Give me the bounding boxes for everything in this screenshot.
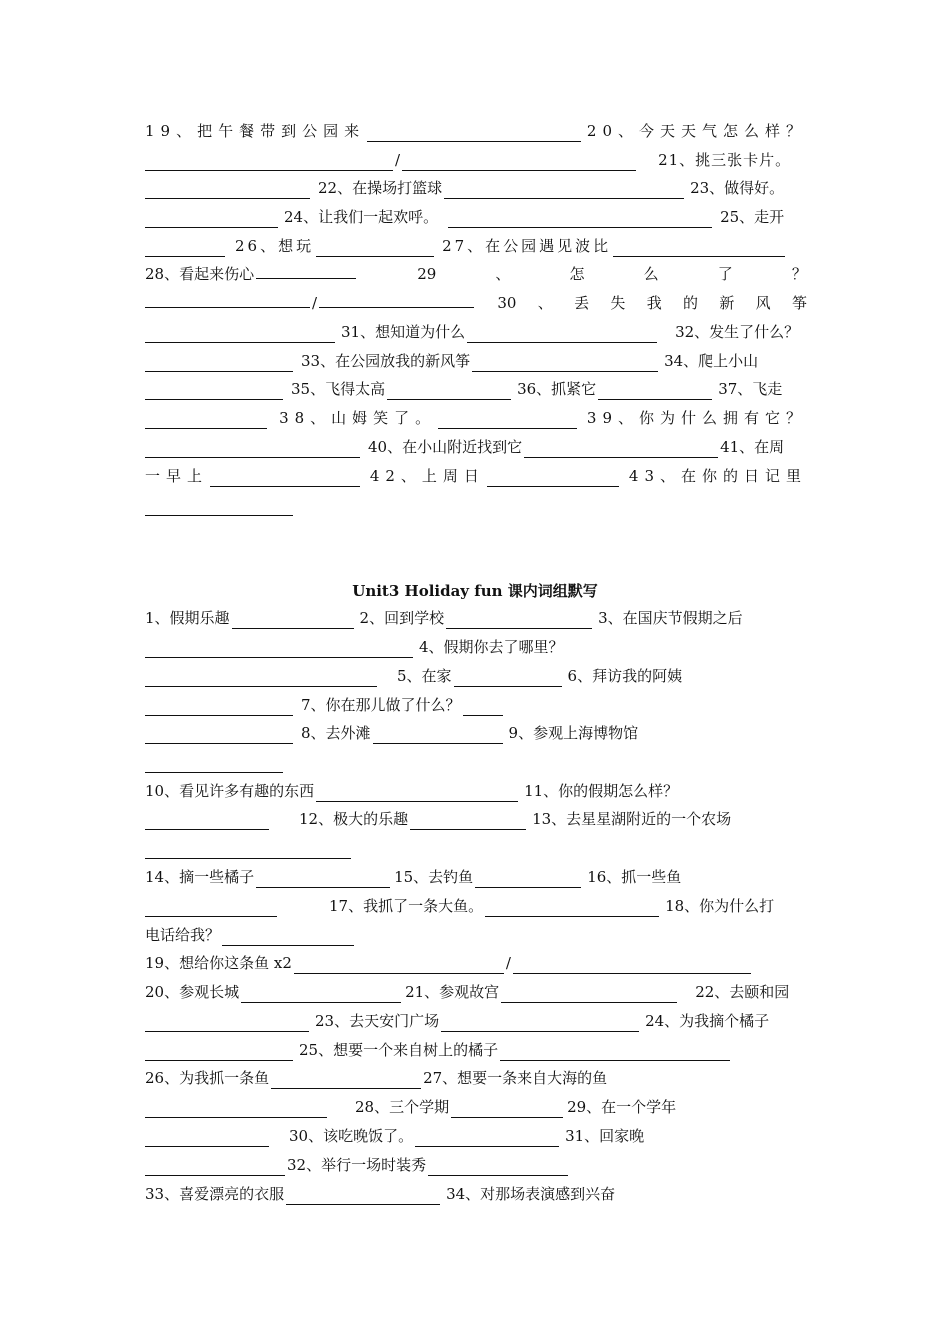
q30-number: 30 [497,294,517,312]
answer-blank [256,262,356,279]
slash: / [505,954,511,972]
q28-label: 28、看起来伤心 [145,265,255,283]
q23-label: 23、去天安门广场 [315,1012,440,1030]
q29-char: 么 [643,265,659,283]
line-34 [145,1154,807,1176]
answer-blank [210,470,360,487]
q31-label: 31、想知道为什么 [341,323,466,341]
answer-blank [316,785,518,802]
answer-blank [501,986,677,1003]
q30-char: 风 [755,294,771,312]
q28-group [145,262,358,285]
q29-char: 了 [717,265,733,283]
answer-blank [145,355,293,372]
line-17 [145,665,807,687]
q9-label: 9、参观上海博物馆 [508,724,639,742]
line-25 [145,895,807,917]
q14-label: 14、摘一些橘子 [145,868,255,886]
answer-blank [241,986,401,1003]
q2-label: 2、回到学校 [359,609,445,627]
q35-label: 35、飞得太高 [291,380,386,398]
line-30 [145,1039,807,1061]
answer-blank [286,1188,440,1205]
q31-label: 31、回家晚 [565,1127,645,1145]
line-12 [145,436,807,458]
q4-label: 4、假期你去了哪里？ [419,638,564,656]
answer-blank [319,291,474,308]
q36-label: 36、抓紧它 [517,380,597,398]
line-19 [145,722,807,744]
q19-label: 19、把午餐带到公园来 [145,122,366,140]
answer-blank [415,1130,559,1147]
answer-blank [145,842,351,859]
line-3 [145,177,807,199]
q42-label: 42、上周日 [369,467,485,485]
q29-char: ？ [791,265,807,283]
answer-blank [145,813,269,830]
line-31 [145,1067,807,1089]
answer-blank [513,957,751,974]
answer-blank [145,441,360,458]
q38-label: 38、山姆笑了。 [279,409,437,427]
answer-blank [145,326,335,343]
q24-label: 24、为我摘个橘子 [645,1012,770,1030]
q34-label: 34、爬上小山 [664,352,759,370]
q43-label: 43、在你的日记里 [628,467,807,485]
answer-blank [145,291,310,308]
answer-blank [444,182,684,199]
answer-blank [387,383,511,400]
line-20 [145,751,807,773]
answer-blank [367,125,581,142]
line-16 [145,636,807,658]
q13-label: 13、去星星湖附近的一个农场 [532,810,732,828]
line-35 [145,1183,807,1205]
q30-char: 我 [646,294,662,312]
q15-label: 15、去钓鱼 [394,868,474,886]
slash: / [395,151,401,169]
section-title: Unit3 Holiday fun 课内词组默写 [352,582,598,600]
answer-blank [145,499,293,516]
line-14 [145,494,807,516]
q17-label: 17、我抓了一条大鱼。 [329,897,484,915]
q1-label: 1、假期乐趣 [145,609,230,627]
answer-blank [145,240,225,257]
q11-label: 11、你的假期怎么样？ [524,782,679,800]
q30-char: 筝 [791,294,807,312]
answer-blank [373,727,503,744]
answer-blank [145,154,393,171]
q37-label: 37、飞走 [718,380,783,398]
q20-label: 20、参观长城 [145,983,240,1001]
answer-blank [145,699,293,716]
answer-blank [145,1101,327,1118]
q33-label: 33、喜爱漂亮的衣服 [145,1185,285,1203]
line-21 [145,780,807,802]
q30-label: 30、该吃晚饭了。 [289,1127,414,1145]
blank-group [145,291,476,314]
q22-label: 22、去颐和园 [695,983,790,1001]
q5-label: 5、在家 [397,667,452,685]
line-13 [145,465,807,487]
line-4 [145,206,807,228]
q6-label: 6、拜访我的阿姨 [567,667,683,685]
q29-char: 怎 [569,265,585,283]
answer-blank [446,612,592,629]
answer-blank [145,641,413,658]
q41a-label: 41、在周 [720,438,785,456]
answer-blank [145,1159,285,1176]
answer-blank [145,670,377,687]
answer-blank [232,612,354,629]
line-7 [145,292,807,314]
q29-label: 29、在一个学年 [567,1098,677,1116]
q32-label: 32、举行一场时装秀 [287,1156,427,1174]
answer-blank [402,154,636,171]
q18a-label: 18、你为什么打 [665,897,775,915]
line-28 [145,981,807,1003]
answer-blank [472,355,658,372]
answer-blank [145,182,310,199]
line-5 [145,235,807,257]
q22-label: 22、在操场打篮球 [318,179,443,197]
answer-blank [500,1044,730,1061]
answer-blank [145,1130,269,1147]
q30-char: 新 [719,294,735,312]
answer-blank [467,326,657,343]
answer-blank [613,240,785,257]
q30-separator: 、 [537,294,553,312]
line-26 [145,924,807,946]
q19-label: 19、想给你这条鱼 x2 [145,954,292,972]
q32-label: 32、发生了什么？ [675,323,800,341]
q27-label: 27、在公园遇见波比 [442,237,612,255]
line-33 [145,1125,807,1147]
answer-blank [485,900,659,917]
line-27 [145,952,807,974]
answer-blank [145,900,277,917]
answer-blank [524,441,718,458]
line-10 [145,378,807,400]
q30-char: 失 [610,294,626,312]
line-22 [145,808,807,830]
answer-blank [451,1101,563,1118]
answer-blank [316,240,434,257]
q34-label: 34、对那场表演感到兴奋 [446,1185,616,1203]
answer-blank [448,211,712,228]
q23-label: 23、做得好。 [690,179,785,197]
answer-blank [145,383,283,400]
q8-label: 8、去外滩 [301,724,371,742]
q20-label: 20、今天天气怎么样？ [586,122,807,140]
line-24 [145,866,807,888]
q18b-label: 电话给我？ [145,926,221,944]
q33-label: 33、在公园放我的新风筝 [301,352,471,370]
answer-blank [463,699,503,716]
answer-blank [475,871,581,888]
q24-label: 24、让我们一起欢呼。 [284,208,439,226]
answer-blank [598,383,712,400]
answer-blank [454,670,562,687]
q28-label: 28、三个学期 [355,1098,450,1116]
answer-blank [256,871,390,888]
line-11 [145,407,807,429]
answer-blank [145,727,293,744]
q25-label: 25、走开 [720,208,785,226]
q12-label: 12、极大的乐趣 [299,810,409,828]
line-8 [145,321,807,343]
q40-label: 40、在小山附近找到它 [368,438,523,456]
q29-separator: 、 [495,265,511,283]
answer-blank [271,1072,421,1089]
line-15 [145,607,807,629]
q3-label: 3、在国庆节假期之后 [598,609,743,627]
answer-blank [145,1015,309,1032]
answer-blank [294,957,504,974]
q26-label: 26、想玩 [235,237,315,255]
line-1 [145,120,807,142]
answer-blank [145,756,283,773]
answer-blank [145,211,278,228]
q16-label: 16、抓一些鱼 [587,868,682,886]
q25-label: 25、想要一个来自树上的橘子 [299,1041,499,1059]
line-18 [145,694,807,716]
line-32 [145,1096,807,1118]
q39-label: 39、你为什么拥有它？ [586,409,807,427]
q7-label: 7、你在那儿做了什么？ [301,696,461,714]
line-23 [145,837,807,859]
answer-blank [145,412,267,429]
slash: / [312,294,318,312]
q21-label: 21、参观故宫 [405,983,500,1001]
q21-label: 21、挑三张卡片。 [658,151,792,169]
answer-blank [438,412,577,429]
answer-blank [145,1044,293,1061]
q10-label: 10、看见许多有趣的东西 [145,782,315,800]
answer-blank [441,1015,639,1032]
q27-label: 27、想要一条来自大海的鱼 [423,1069,608,1087]
line-29 [145,1010,807,1032]
line-9 [145,350,807,372]
answer-blank [487,470,619,487]
q30-char: 丢 [574,294,590,312]
answer-blank [428,1159,568,1176]
q26-label: 26、为我抓一条鱼 [145,1069,270,1087]
q41b-label: 一早上 [145,467,209,485]
line-2 [145,149,807,171]
q29-number: 29 [417,265,437,283]
answer-blank [222,929,354,946]
answer-blank [410,813,526,830]
q30-char: 的 [683,294,699,312]
line-6 [145,263,807,285]
